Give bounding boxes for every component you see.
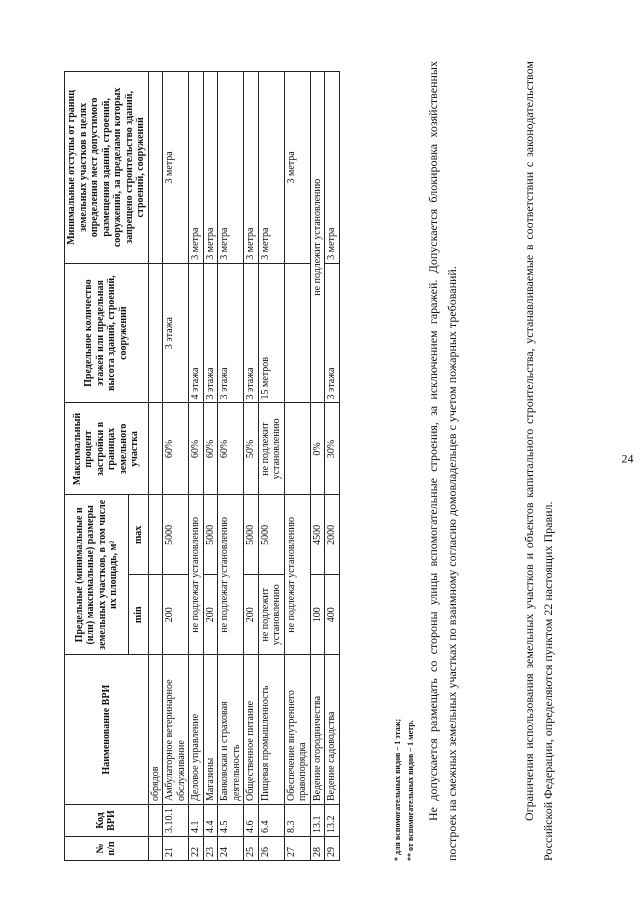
cell-max: 5000 [258, 495, 284, 575]
cell-setback: 3 метра [258, 72, 284, 264]
cell-name: Банковская и страховая деятельность [218, 655, 244, 805]
table-row [284, 72, 310, 861]
cell-percent: 60% [189, 403, 204, 495]
cell-name: Магазины [203, 655, 218, 805]
table-row [244, 72, 259, 861]
table-row [189, 72, 204, 861]
cell-name: Обеспечение внутреннего правопорядка [284, 655, 310, 805]
cell-size-merged: не подлежат установлению [218, 495, 244, 655]
paragraph-1 [424, 61, 461, 861]
cell-code: 6.4 [258, 805, 284, 837]
cell-floors: 4 этажа [189, 263, 204, 403]
cell-name: Ведение садоводства [325, 655, 340, 805]
table-row [310, 72, 325, 861]
cell-num: 28 [310, 837, 325, 861]
cell-num: 21 [163, 837, 189, 861]
cell-min: 400 [325, 575, 340, 655]
table-row [325, 72, 340, 861]
footnote-1: * для вспомогательных видов – 1 этаж; [393, 718, 402, 861]
cell-name: Общественное питание [244, 655, 259, 805]
cell-max: 5000 [203, 495, 218, 575]
cell-max: 4500 [310, 495, 325, 575]
cell-code: 13.2 [325, 805, 340, 837]
cell-setback: 3 метра [218, 72, 244, 264]
cell-num: 26 [258, 837, 284, 861]
header-sizes: Предельные (минимальные и (или) максимальные) размеры земельных участков, в том числе их площадь, м² [65, 495, 129, 655]
cell-code: 4.4 [203, 805, 218, 837]
cell-num: 22 [189, 837, 204, 861]
cell-name: Деловое управление [189, 655, 204, 805]
header-num: № п/п [65, 837, 149, 861]
paragraph-text: Ограничения использования земельных участков и объектов капитального строительства, устанавливаемые в соответствии с законодательством Российской Федерации, определяются пунктом 22 настоящих Правил. [522, 61, 555, 861]
header-percent: Максимальный процент застройки в границах земельного участка [65, 403, 149, 495]
paragraph-text: Не допускается размещать со стороны улицы вспомогательные строения, за исключением гаражей. Допускается блокировка хозяйственных построек на смежных земельных участках по взаимному согласию домовладельцев с учетом пожарных требований. [426, 61, 459, 861]
cell-floors: 3 этажа [163, 263, 189, 403]
cell-percent: 0% [310, 403, 325, 495]
cell-num: 27 [284, 837, 310, 861]
cell-name: Ведение огородничества [310, 655, 325, 805]
cell-floors: 3 этажа [218, 263, 244, 403]
cell-percent: 60% [163, 403, 189, 495]
cell-num: 23 [203, 837, 218, 861]
header-setback: Минимальные отступы от границ земельных участков в целях определения мест допустимого размещения зданий, строений, сооружений, за пределами которых запрещено строительство зданий, строений, сооружений [65, 72, 149, 264]
cell-code: 4.1 [189, 805, 204, 837]
cell-percent: 30% [325, 403, 340, 495]
cell-code: 8.3 [284, 805, 310, 837]
cell-percent: 50% [244, 403, 259, 495]
footnote-2: ** от вспомогательных видов – 1 метр. [406, 720, 415, 861]
cell-num: 29 [325, 837, 340, 861]
header-code: Код ВРИ [65, 805, 149, 837]
cell-code: 4.5 [218, 805, 244, 837]
header-max: max [129, 495, 148, 575]
cell-floors-merged: не подлежит установлению [310, 72, 325, 403]
cell-num: 25 [244, 837, 259, 861]
cell-setback: 3 метра [284, 72, 310, 264]
cell-name: Амбулаторное ветеринарное обслуживание [163, 655, 189, 805]
cell-max: 5000 [244, 495, 259, 575]
table-row [203, 72, 218, 861]
table-row [163, 72, 189, 861]
cell-min: 200 [163, 575, 189, 655]
cell-min: 200 [203, 575, 218, 655]
cell-floors: 3 этажа [244, 263, 259, 403]
cell-size-merged: не подлежат установлению [189, 495, 204, 655]
table-row [148, 72, 163, 861]
cell-code: 13.1 [310, 805, 325, 837]
cell-setback: 3 метра [244, 72, 259, 264]
cell-code: 3.10.1 [163, 805, 189, 837]
header-min: min [129, 575, 148, 655]
cell-code: 4.6 [244, 805, 259, 837]
cell-name: обрядов [148, 655, 163, 805]
cell-min: 200 [244, 575, 259, 655]
header-name: Наименование ВРИ [65, 655, 149, 805]
cell-num: 24 [218, 837, 244, 861]
cell-floors: 3 этажа [325, 263, 340, 403]
cell-size-merged: не подлежат установлению [284, 495, 310, 655]
cell-setback: 3 метра [203, 72, 218, 264]
paragraph-2 [520, 61, 557, 861]
cell-min: 100 [310, 575, 325, 655]
cell-percent: 60% [203, 403, 218, 495]
cell-max: 5000 [163, 495, 189, 575]
cell-min: не подлежит установлению [258, 575, 284, 655]
cell-percent: 60% [218, 403, 244, 495]
cell-setback: 3 метра [325, 72, 340, 264]
vri-table [64, 71, 340, 861]
table-row [218, 72, 244, 861]
cell-floors: 15 метров [258, 263, 284, 403]
cell-name: Пищевая промышленность [258, 655, 284, 805]
cell-setback: 3 метра [189, 72, 204, 264]
header-floors: Предельное количество этажей или предельная высота зданий, строений, сооружений [65, 263, 149, 403]
cell-percent: не подлежит установлению [258, 403, 284, 495]
cell-max: 2000 [325, 495, 340, 575]
table-row [258, 72, 284, 861]
page-number: 24 [621, 451, 634, 466]
cell-setback: 3 метра [163, 72, 189, 264]
cell-floors: 3 этажа [203, 263, 218, 403]
